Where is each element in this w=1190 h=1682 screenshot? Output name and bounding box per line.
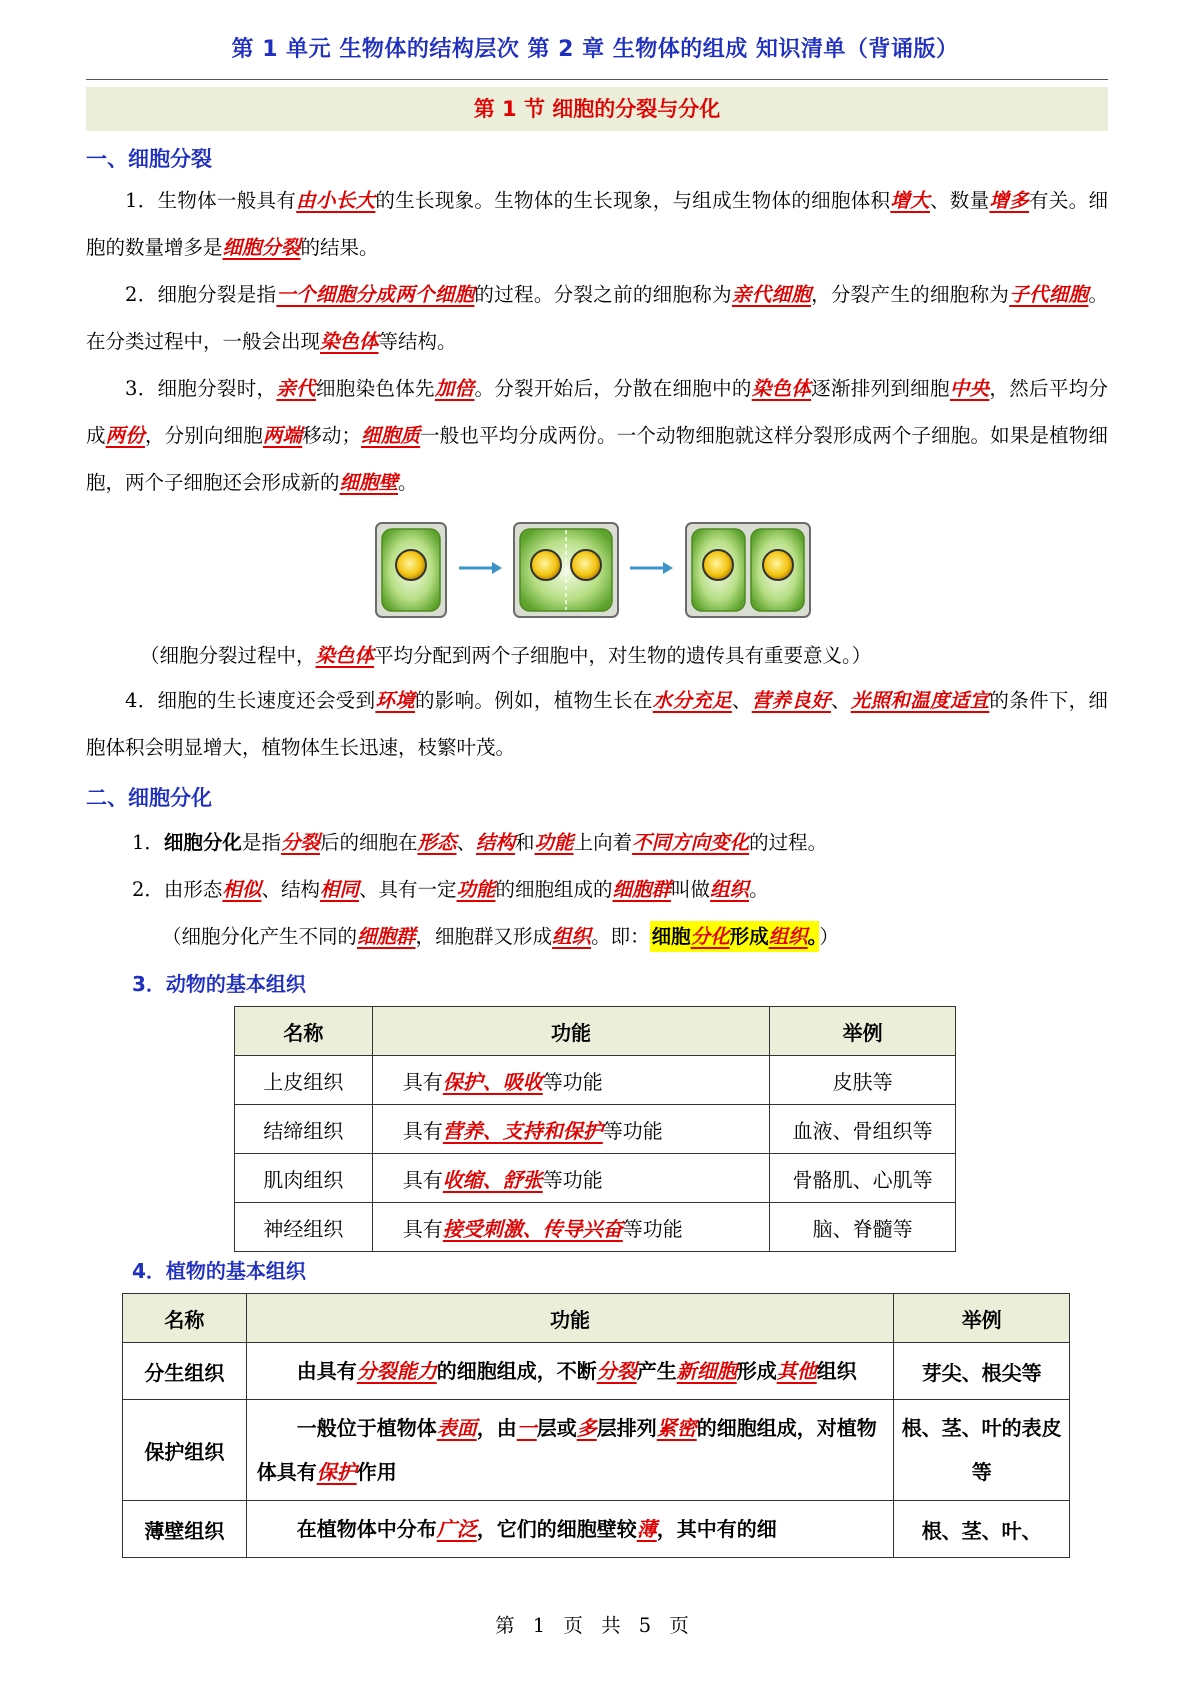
tissue-name: 神经组织 [235, 1203, 373, 1252]
table-row [235, 1203, 956, 1252]
tissue-example: 芽尖、根尖等 [894, 1343, 1070, 1400]
note-differentiation: （细胞分化产生不同的细胞群，细胞群又形成组织。即： 细胞分化形成组织。 ） [162, 921, 839, 949]
dividing-cell [514, 523, 618, 617]
heading-animal-tissues: 3．动物的基本组织 [132, 972, 306, 996]
table-row [235, 1056, 956, 1105]
tissue-function: 具有收缩、舒张等功能 [372, 1154, 769, 1203]
col-header-name: 名称 [235, 1007, 373, 1056]
tissue-function: 具有营养、支持和保护等功能 [372, 1105, 769, 1154]
table-row [123, 1400, 1070, 1501]
paragraph-differentiation-def: 1．细胞分化是指分裂后的细胞在形态、结构和功能上向着不同方向变化的过程。 [132, 831, 828, 854]
animal-tissue-table [234, 1006, 956, 1252]
tissue-example: 血液、骨组织等 [770, 1105, 956, 1154]
tissue-example: 骨骼肌、心肌等 [770, 1154, 956, 1203]
tissue-example: 脑、脊髓等 [770, 1203, 956, 1252]
tissue-name: 保护组织 [123, 1400, 247, 1501]
col-header-function: 功能 [246, 1294, 894, 1343]
table-row [123, 1501, 1070, 1558]
tissue-name: 上皮组织 [235, 1056, 373, 1105]
parent-cell [376, 523, 446, 617]
tissue-function: 一般位于植物体表面，由一层或多层排列紧密的细胞组成，对植物体具有保护作用 [246, 1400, 894, 1501]
col-header-function: 功能 [372, 1007, 769, 1056]
tissue-name: 结缔组织 [235, 1105, 373, 1154]
table-header-row [235, 1007, 956, 1056]
tissue-function: 在植物体中分布广泛，它们的细胞壁较薄，其中有的细 [246, 1501, 894, 1558]
paragraph-2: 2．细胞分裂是指一个细胞分成两个细胞的过程。分裂之前的细胞称为亲代细胞，分裂产生的细胞称为子代细胞。在分类过程中，一般会出现染色体等结构。 [86, 283, 1108, 353]
tissue-name: 薄壁组织 [123, 1501, 247, 1558]
paragraph-1: 1．生物体一般具有由小长大的生长现象。生物体的生长现象，与组成生物体的细胞体积增大、数量增多有关。细胞的数量增多是细胞分裂的结果。 [86, 189, 1108, 259]
header-rule [86, 79, 1108, 80]
tissue-name: 分生组织 [123, 1343, 247, 1400]
table-row [235, 1105, 956, 1154]
tissue-example: 皮肤等 [770, 1056, 956, 1105]
arrow-icon [630, 562, 673, 574]
tissue-example: 根、茎、叶的表皮等 [894, 1400, 1070, 1501]
col-header-example: 举例 [770, 1007, 956, 1056]
daughter-cells [686, 523, 810, 617]
paragraph-3: 3．细胞分裂时，亲代细胞染色体先加倍。分裂开始后，分散在细胞中的染色体逐渐排列到细胞中央，然后平均分成两份，分别向细胞两端移动；细胞质一般也平均分成两份。一个动物细胞就这样分裂形成两个子细胞。如果是植物细胞，两个子细胞还会形成新的细胞壁。 [86, 377, 1108, 494]
cell-division-diagram [374, 520, 824, 620]
tissue-function: 具有接受刺激、传导兴奋等功能 [372, 1203, 769, 1252]
section-title: 第 1 节 细胞的分裂与分化 [86, 87, 1108, 131]
tissue-example: 根、茎、叶、 [894, 1501, 1070, 1558]
heading-cell-division: 一、细胞分裂 [86, 147, 212, 171]
note-chromosome: （细胞分裂过程中，染色体平均分配到两个子细胞中，对生物的遗传具有重要意义。） [140, 644, 872, 667]
heading-plant-tissues: 4．植物的基本组织 [132, 1259, 306, 1283]
table-header-row [123, 1294, 1070, 1343]
page-footer: 第 1 页 共 5 页 [495, 1614, 695, 1637]
table-row [123, 1343, 1070, 1400]
highlight-summary: 细胞分化形成组织。 [650, 921, 820, 952]
table-row [235, 1154, 956, 1203]
paragraph-tissue-def: 2．由形态相似、结构相同、具有一定功能的细胞组成的细胞群叫做组织。 [132, 878, 769, 901]
arrow-icon [459, 562, 502, 574]
page-title: 第 1 单元 生物体的结构层次 第 2 章 生物体的组成 知识清单（背诵版） [231, 37, 959, 62]
col-header-name: 名称 [123, 1294, 247, 1343]
col-header-example: 举例 [894, 1294, 1070, 1343]
paragraph-4: 4．细胞的生长速度还会受到环境的影响。例如，植物生长在水分充足、营养良好、光照和温度适宜的条件下，细胞体积会明显增大，植物体生长迅速，枝繁叶茂。 [86, 689, 1108, 759]
tissue-function: 由具有分裂能力的细胞组成，不断分裂产生新细胞形成其他组织 [246, 1343, 894, 1400]
plant-tissue-table [122, 1293, 1070, 1558]
heading-cell-differentiation: 二、细胞分化 [86, 786, 212, 810]
tissue-name: 肌肉组织 [235, 1154, 373, 1203]
tissue-function: 具有保护、吸收等功能 [372, 1056, 769, 1105]
